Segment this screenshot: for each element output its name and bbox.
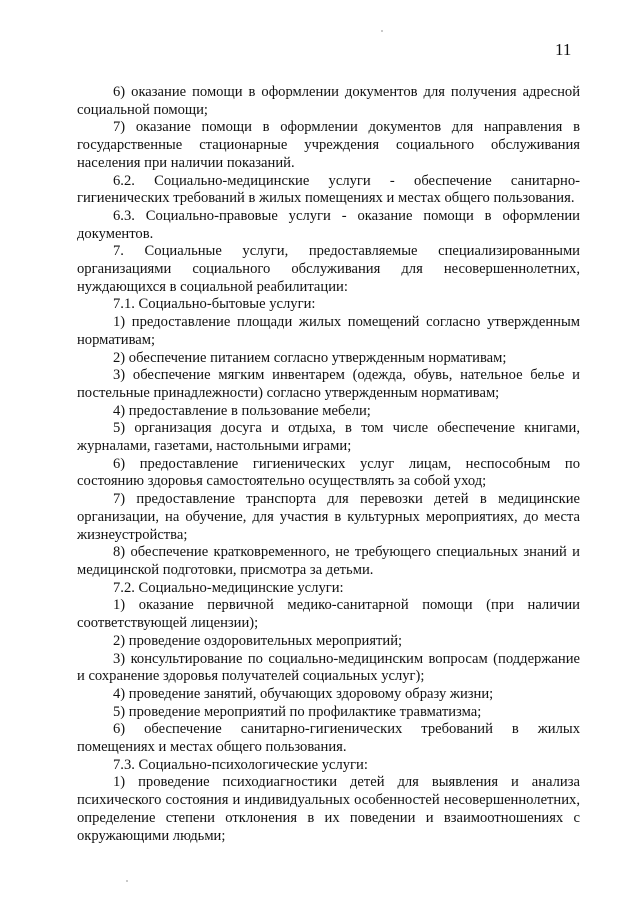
list-item-7-2-3: 3) консультирование по социально-медицинским вопросам (поддержание и сохранение здоровья получателей социальных услуг); — [77, 650, 580, 685]
section-7-1-heading: 7.1. Социально-бытовые услуги: — [113, 296, 316, 313]
scan-speck-bottom — [126, 880, 128, 882]
list-item-7-1-2: 2) обеспечение питанием согласно утвержденным нормативам; — [113, 349, 507, 366]
list-item-7-2-1: 1) оказание первичной медико-санитарной помощи (при наличии соответствующей лицензии); — [77, 597, 580, 632]
list-item-7-1-3: 3) обеспечение мягким инвентарем (одежда, обувь, нательное белье и постельные принадлежности) согласно утвержденным нормативам; — [77, 367, 580, 401]
list-item-7-2-2: 2) проведение оздоровительных мероприятий; — [113, 632, 403, 649]
document-body — [77, 84, 580, 845]
list-item-7-1-1: 1) предоставление площади жилых помещений согласно утвержденным нормативам; — [77, 314, 580, 348]
section-7-3-heading: 7.3. Социально-психологические услуги: — [113, 756, 368, 773]
list-item-7-1-8: 8) обеспечение кратковременного, не требующего специальных знаний и медицинской подготовки, присмотра за детьми. — [77, 544, 580, 578]
list-item-7-1-4: 4) предоставление в пользование мебели; — [113, 402, 371, 419]
list-item-7-3-1: 1) проведение психодиагностики детей для выявления и анализа психического состояния и индивидуальных особенностей несовершеннолетних, определение степени отклонения в их поведении и взаимоотношениях с окружающими людьми; — [77, 774, 580, 844]
page-number: 11 — [555, 40, 572, 59]
list-item-7-2-4: 4) проведение занятий, обучающих здоровому образу жизни; — [113, 685, 494, 702]
list-item-7-1-5: 5) организация досуга и отдыха, в том числе обеспечение книгами, журналами, газетами, настольными играми; — [77, 420, 580, 455]
section-6-2: 6.2. Социально-медицинские услуги - обеспечение санитарно-гигиенических требований в жилых помещениях и местах общего пользования. — [77, 172, 580, 207]
list-item-7-2-6: 6) обеспечение санитарно-гигиенических требований в жилых помещениях и местах общего пользования. — [77, 721, 580, 756]
list-item-7-1-6: 6) предоставление гигиенических услуг лицам, неспособным по состоянию здоровья самостоятельно осуществлять за собой уход; — [77, 455, 580, 490]
section-7-2-heading: 7.2. Социально-медицинские услуги: — [113, 579, 344, 596]
list-item-7-2-5: 5) проведение мероприятий по профилактике травматизма; — [113, 703, 482, 720]
paragraph-6-7: 7) оказание помощи в оформлении документов для направления в государственные стационарные учреждения социального обслуживания населения при наличии показаний. — [77, 119, 580, 171]
section-7-heading: 7. Социальные услуги, предоставляемые специализированными организациями социального обслуживания для несовершеннолетних, нуждающихся в социальной реабилитации: — [77, 243, 580, 295]
scan-speck-top — [381, 30, 383, 32]
section-6-3: 6.3. Социально-правовые услуги - оказание помощи в оформлении документов. — [77, 207, 580, 242]
paragraph-6-6: 6) оказание помощи в оформлении документов для получения адресной социальной помощи; — [77, 84, 580, 118]
list-item-7-1-7: 7) предоставление транспорта для перевозки детей в медицинские организации, на обучение, для участия в культурных мероприятиях, до места жизнеустройства; — [77, 491, 580, 543]
